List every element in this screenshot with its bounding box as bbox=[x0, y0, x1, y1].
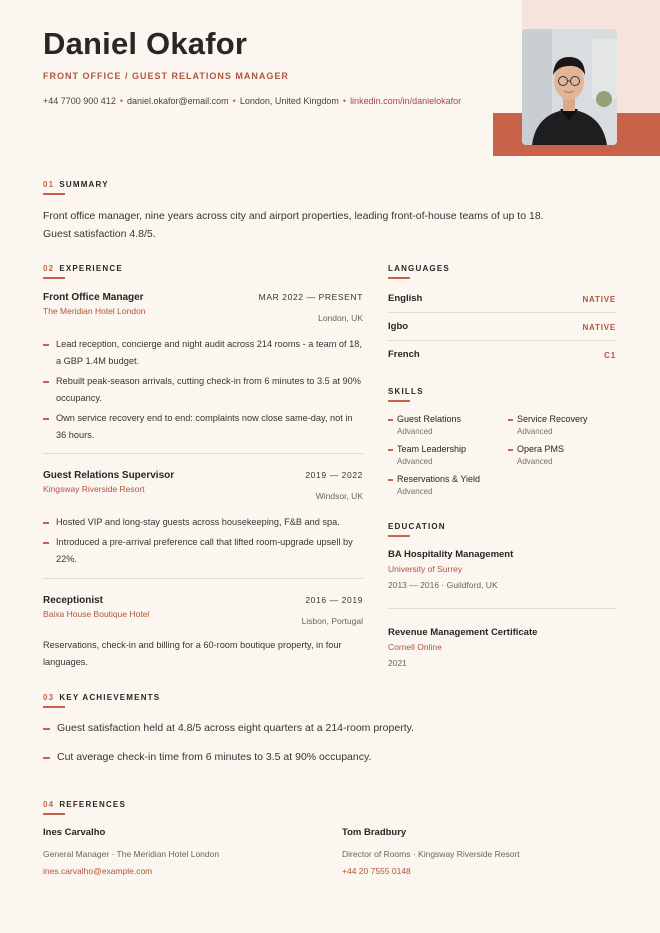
job-bullet: Rebuilt peak-season arrivals, cutting check-in from 6 minutes to 3.5 at 90% occupancy. bbox=[43, 373, 363, 407]
education-title: BA Hospitality Management bbox=[388, 549, 514, 560]
education-title: Revenue Management Certificate bbox=[388, 627, 538, 638]
contact-linkedin-link[interactable]: linkedin.com/in/danielokafor bbox=[350, 96, 462, 106]
language-name: Igbo bbox=[388, 321, 409, 332]
education-item bbox=[388, 549, 616, 590]
skill-name: Reservations & Yield bbox=[388, 474, 503, 484]
job-divider bbox=[43, 578, 363, 579]
language-row bbox=[388, 349, 616, 369]
job-title: Guest Relations Supervisor bbox=[43, 470, 175, 481]
job-location: London, UK bbox=[318, 313, 363, 323]
skill-level: Advanced bbox=[517, 457, 553, 466]
contact-phone: +44 7700 900 412 bbox=[43, 96, 116, 106]
separator-dot: • bbox=[232, 96, 236, 106]
language-level: NATIVE bbox=[582, 323, 616, 332]
job-title: Front Office Manager bbox=[43, 292, 144, 303]
section-label: LANGUAGES bbox=[388, 264, 450, 273]
section-title-languages bbox=[388, 264, 450, 273]
skill-name: Service Recovery bbox=[508, 414, 623, 424]
skill-item bbox=[508, 444, 623, 466]
contact-location: London, United Kingdom bbox=[239, 96, 339, 106]
skill-level: Advanced bbox=[397, 427, 433, 436]
job-bullet: Hosted VIP and long-stay guests across housekeeping, F&B and spa. bbox=[43, 514, 363, 531]
section-number: 04 bbox=[43, 800, 55, 809]
separator-dot: • bbox=[342, 96, 347, 106]
education-meta: 2013 — 2016 · Guildford, UK bbox=[388, 580, 498, 590]
section-rule bbox=[43, 277, 65, 279]
language-row bbox=[388, 293, 616, 313]
skill-level: Advanced bbox=[397, 457, 433, 466]
job-bullets bbox=[43, 514, 363, 568]
achievement-item: Guest satisfaction held at 4.8/5 across eight quarters at a 214-room property. bbox=[43, 722, 613, 734]
skill-name: Guest Relations bbox=[388, 414, 503, 424]
section-title-experience bbox=[43, 264, 123, 273]
language-name: English bbox=[388, 293, 423, 304]
profile-photo bbox=[522, 29, 617, 145]
summary-text: Front office manager, nine years across city and airport properties, leading front-of-house teams of up to 18. Guest satisfaction 4.8/5. bbox=[43, 210, 544, 240]
skill-level: Advanced bbox=[397, 487, 433, 496]
language-level: C1 bbox=[604, 351, 616, 360]
section-rule bbox=[388, 400, 410, 402]
achievement-item: Cut average check-in time from 6 minutes to 3.5 at 90% occupancy. bbox=[43, 751, 613, 763]
job-location: Windsor, UK bbox=[315, 491, 363, 501]
job-title: Receptionist bbox=[43, 595, 104, 606]
section-rule bbox=[43, 193, 65, 195]
reference-role: Director of Rooms · Kingsway Riverside Resort bbox=[342, 849, 520, 859]
reference-role: General Manager · The Meridian Hotel London bbox=[43, 849, 220, 859]
contact-line bbox=[43, 96, 461, 106]
job-divider bbox=[43, 453, 363, 454]
job-bullets bbox=[43, 336, 363, 444]
job-company: The Meridian Hotel London bbox=[43, 306, 146, 316]
reference-contact-link[interactable]: +44 20 7555 0148 bbox=[342, 866, 411, 876]
section-number: 02 bbox=[43, 264, 55, 273]
section-rule bbox=[388, 535, 410, 537]
reference-contact-link[interactable]: ines.carvalho@example.com bbox=[43, 866, 153, 876]
job-company: Baixa House Boutique Hotel bbox=[43, 609, 150, 619]
section-title-summary bbox=[43, 180, 109, 189]
separator-dot: • bbox=[119, 96, 123, 106]
language-name: French bbox=[388, 349, 420, 360]
job-company: Kingsway Riverside Resort bbox=[43, 484, 145, 494]
section-label: SUMMARY bbox=[59, 180, 109, 189]
job-description: Reservations, check-in and billing for a 60-room boutique property, in four languages. bbox=[43, 640, 342, 667]
education-divider bbox=[388, 608, 616, 609]
section-title-skills bbox=[388, 387, 424, 396]
job-bullet: Introduced a pre-arrival preference call that lifted room-upgrade upsell by 22%. bbox=[43, 534, 363, 568]
job-dates: 2016 — 2019 bbox=[305, 595, 363, 605]
job-dates: 2019 — 2022 bbox=[305, 470, 363, 480]
candidate-name: Daniel Okafor bbox=[43, 26, 248, 61]
section-label: SKILLS bbox=[388, 387, 424, 396]
section-rule bbox=[43, 706, 65, 708]
skill-name: Opera PMS bbox=[508, 444, 623, 454]
reference-item bbox=[43, 827, 303, 876]
education-institution: Cornell Online bbox=[388, 642, 442, 652]
skill-item bbox=[388, 414, 503, 436]
job-dates: MAR 2022 — PRESENT bbox=[258, 292, 363, 302]
job-bullet: Lead reception, concierge and night audit across 214 rooms - a team of 18, a GBP 1.4M budget. bbox=[43, 336, 363, 370]
section-title-references bbox=[43, 800, 126, 809]
reference-item bbox=[342, 827, 602, 876]
section-label: KEY ACHIEVEMENTS bbox=[59, 693, 161, 702]
skill-item bbox=[388, 474, 503, 496]
skill-level: Advanced bbox=[517, 427, 553, 436]
job-location: Lisbon, Portugal bbox=[301, 616, 363, 626]
section-title-education bbox=[388, 522, 446, 531]
section-label: EXPERIENCE bbox=[59, 264, 123, 273]
job-guest-relations-supervisor bbox=[43, 470, 363, 571]
section-label: REFERENCES bbox=[59, 800, 126, 809]
section-title-achievements bbox=[43, 693, 160, 702]
skill-item bbox=[508, 414, 623, 436]
section-number: 01 bbox=[43, 180, 55, 189]
job-bullet: Own service recovery end to end: complaints now close same-day, not in 36 hours. bbox=[43, 410, 363, 444]
language-level: NATIVE bbox=[582, 295, 616, 304]
candidate-role: FRONT OFFICE / GUEST RELATIONS MANAGER bbox=[43, 71, 289, 81]
skill-item bbox=[388, 444, 503, 466]
education-item bbox=[388, 627, 616, 668]
language-row bbox=[388, 321, 616, 341]
section-number: 03 bbox=[43, 693, 55, 702]
section-label: EDUCATION bbox=[388, 522, 446, 531]
job-front-office-manager bbox=[43, 292, 363, 447]
reference-name: Ines Carvalho bbox=[43, 827, 106, 838]
education-meta: 2021 bbox=[388, 658, 407, 668]
job-receptionist bbox=[43, 595, 363, 671]
section-rule bbox=[43, 813, 65, 815]
education-institution: University of Surrey bbox=[388, 564, 463, 574]
section-rule bbox=[388, 277, 410, 279]
contact-email[interactable]: daniel.okafor@email.com bbox=[126, 96, 229, 106]
skill-name: Team Leadership bbox=[388, 444, 503, 454]
reference-name: Tom Bradbury bbox=[342, 827, 407, 838]
